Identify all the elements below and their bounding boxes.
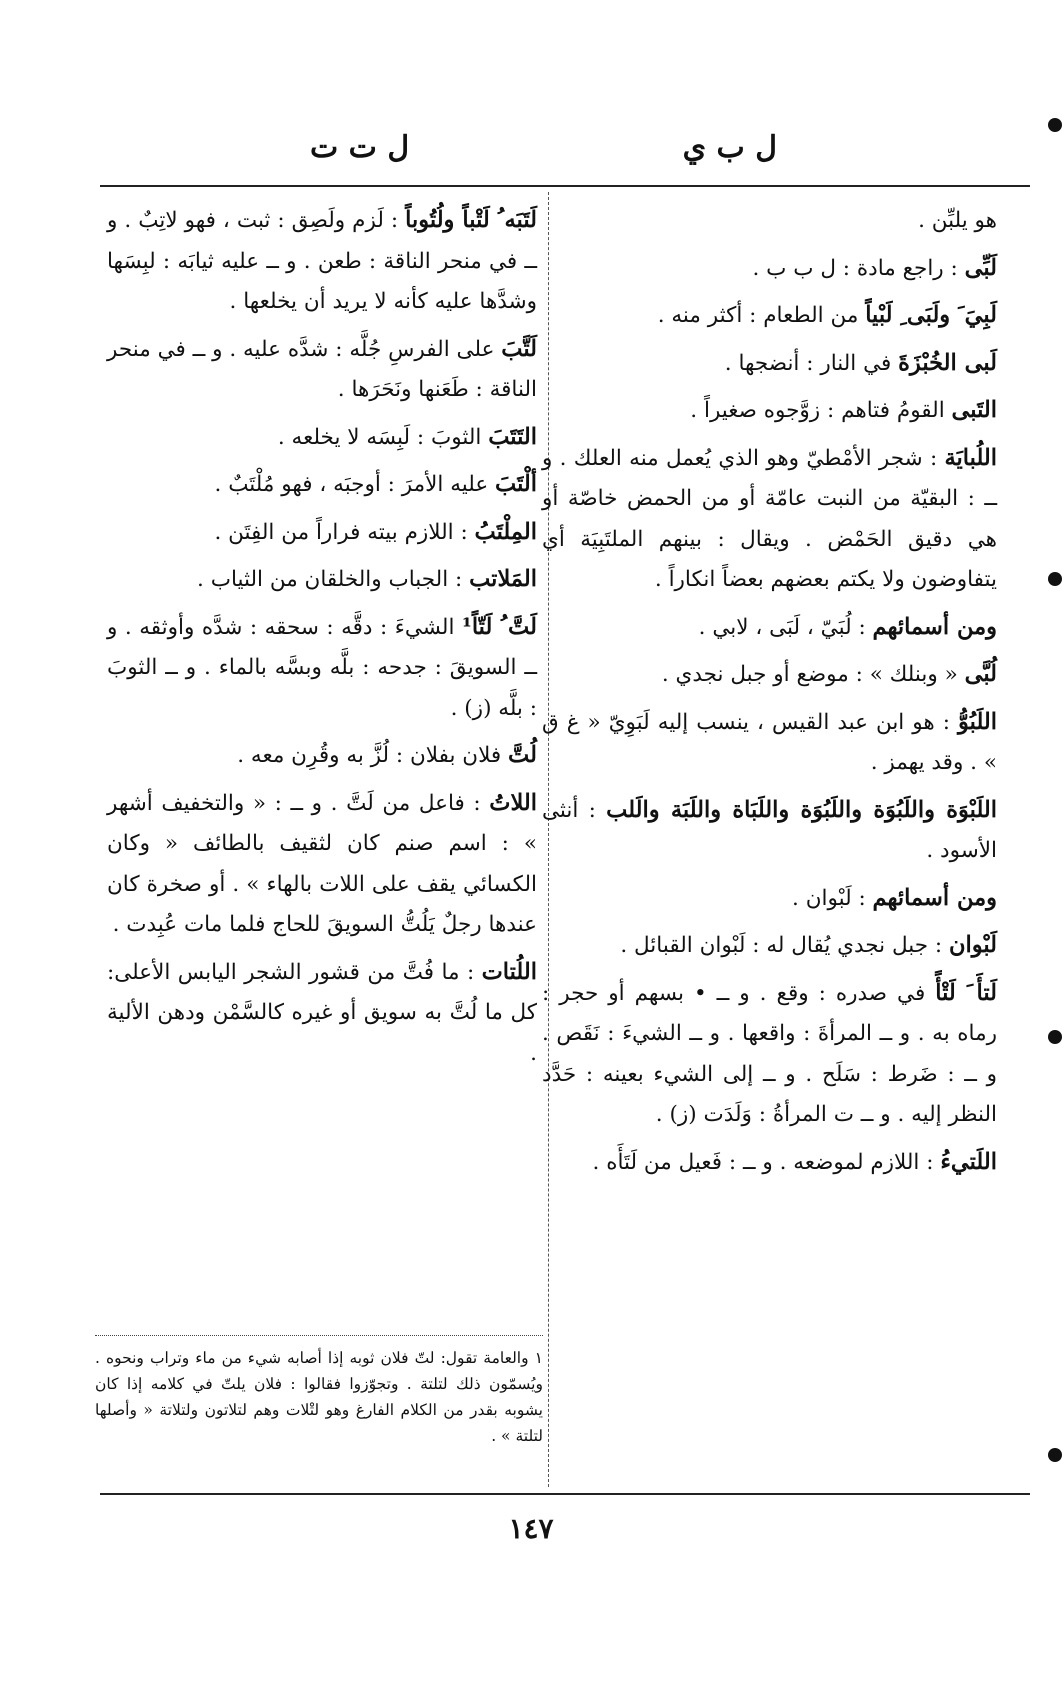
headword: اللَتيءُ (940, 1148, 997, 1175)
headword: المِلْتَبُ (474, 518, 537, 545)
page-number: ١٤٧ (508, 1512, 554, 1545)
definition: من الطعام : أكثر منه . (657, 303, 866, 328)
page-header-root-right: ل ب ي (682, 130, 777, 165)
definition: الثوبَ : لَبِسَه لا يخلعه . (277, 424, 489, 450)
headword: اللُتات (481, 958, 537, 985)
right-column (542, 200, 997, 1189)
page-header-root-left: ل ت ت (310, 130, 410, 165)
entry (107, 735, 537, 777)
entry (542, 200, 997, 242)
definition: : أنثى الأسود . (542, 797, 997, 863)
entry (107, 559, 537, 601)
entry (542, 390, 997, 432)
entry (107, 417, 537, 459)
entry (542, 973, 997, 1136)
entry (107, 200, 537, 323)
definition: : اللازم بيته فراراً من الفِتَن . (214, 519, 475, 545)
margin-mark (1048, 118, 1062, 132)
headword: التَبى (951, 397, 997, 423)
headword: لَبِّى (964, 254, 997, 281)
footer-rule (100, 1493, 1030, 1495)
entry (542, 925, 997, 967)
entry (107, 783, 537, 946)
headword: اللُبايَة (944, 444, 997, 471)
margin-mark (1048, 1030, 1062, 1044)
footnote-rule (95, 1335, 543, 1336)
headword: لَبِيَ َ ولَبَى ِ لَبْياً (865, 302, 997, 328)
entry (542, 607, 997, 649)
entry (542, 438, 997, 601)
entry (542, 1142, 997, 1184)
definition: : شجر الأمْطيّ وهو الذي يُعمل منه العلك . و ــ : البقيّة من النبت عامّة أو من الحمض خاصّة أو هي دقيق الحَمْض . ويقال : بينهم الملتَبِيَة أي يتفاوضون ولا يكتم بعضهم بعضاً انكاراً . (542, 445, 997, 592)
margin-mark (1048, 1448, 1062, 1462)
headword: لُبَّى (964, 661, 997, 687)
headword: لَتَبَه ُ لَتْباً ولُتُوباً (405, 207, 537, 233)
headword: ألْتَبَ (495, 471, 537, 497)
entry (107, 464, 537, 506)
headword: اللَبُوُّ (958, 708, 997, 735)
definition: : اللازم لموضعه . و ــ : فَعيل من لَتَأَه . (592, 1149, 941, 1175)
definition: عليه الأمرَ : أوجبَه ، فهو مُلْتَبٌ . (214, 472, 495, 497)
definition: في صدره : وقع . و ــ • بسهم أو حجر : رماه به . و ــ المرأةَ : واقعها . و ــ الشيءَ : نَقَص . و ــ : ضَرط : سَلَح . و ــ إلى الشيء بعينه : حَدَّد النظر إليه . و ــ ت المرأةُ : وَلَدَت (ز) . (542, 980, 997, 1127)
entry (542, 248, 997, 290)
headword: لَبى الخُبْزَةَ (898, 349, 997, 376)
entry (107, 952, 537, 1075)
headword: ومن أسمائهم (872, 613, 997, 640)
headword: اللَبْوَة واللَبُوَة واللَبُوَة واللَبَاة واللَبَة والَلب (606, 796, 997, 823)
definition: في النار : أنضجها . (724, 350, 899, 376)
definition: : ما فُتَّ من قشور الشجر اليابس الأعلى: كل ما لُتَّ به سويق أو غيره كالسَّمْن ودهن الألية . (107, 959, 537, 1066)
entry (107, 512, 537, 554)
definition: القومُ فتاهم : زوَّجوه صغيراً . (690, 398, 952, 423)
definition: : هو ابن عبد القيس ، ينسب إليه لَبَوِيّ « غ ق » . وقد يهمز . (542, 709, 997, 775)
headword: لَتأَ َ لَتْأً (935, 979, 997, 1006)
entry (542, 878, 997, 920)
definition: : فاعل من لَتَّ . و ــ : « والتخفيف أشهر » : اسم صنم كان لثقيف بالطائف « وكان الكسائي يقف على اللات بالهاء » . أو صخرة كان عندها رجلٌ يَلُتُّ السويقَ للحاج فلما مات عُبِدت . (107, 790, 537, 937)
headword: لُتَّ (508, 742, 537, 768)
headword: ومن أسمائهم (872, 884, 997, 911)
entry (542, 702, 997, 784)
definition: : الجباب والخلقان من الثياب . (197, 567, 470, 592)
definition: : جبل نجدي يُقال له : لَبْوان القبائل . (620, 933, 949, 958)
definition: على الفرسِ جُلَّه : شدَّه عليه . و ــ في منحر الناقة : طَعَنها ونَحَرَها . (107, 336, 537, 402)
header-rule (100, 185, 1030, 187)
headword: التَتَبَ (488, 423, 537, 450)
headword: لَتَّ ُ لَتّاً¹ (461, 613, 537, 640)
headword: لَبْوان (948, 932, 997, 958)
definition: : راجع مادة : ل ب ب . (752, 255, 965, 281)
headword: اللاتُ (489, 789, 537, 816)
footnote: ١ والعامة تقول: لتّ فلان ثوبه إذا أصابه شيء من ماء وتراب ونحوه . ويُسمّون ذلك لتلتة . وتجوّزوا فقالوا : فلان يلتّ في كلامه إذا كان يشوبه بقدر من الكلام الفارغ وهو لتْلات وهم لتلاتون ولتلاتة « وأصلها لتلتة » . (95, 1349, 543, 1445)
entry (107, 329, 537, 411)
entry (542, 343, 997, 385)
entry (542, 654, 997, 696)
entry (542, 790, 997, 872)
definition: : لَبْوان . (792, 885, 873, 911)
definition: فلان بفلان : لُزَّ به وقُرِن معه . (237, 743, 509, 768)
left-column (107, 200, 537, 1080)
headword: لَتَّبَ (501, 335, 537, 362)
headword: المَلاتب (469, 566, 537, 592)
definition: هو يلبِّن . (918, 208, 997, 233)
definition: « وبنلك » : موضع أو جبل نجدي . (661, 662, 965, 687)
margin-mark (1048, 572, 1062, 586)
entry (107, 607, 537, 730)
definition: الشيءَ : دقَّه : سحقه : شدَّه وأوثقه . و ــ السويقَ : جدحه : بلَّه وبسَّه بالماء . و ــ الثوبَ : بلَّه (ز) . (107, 614, 537, 721)
entry (542, 295, 997, 337)
definition: : لَزم ولَصِق : ثبت ، فهو لاتِبٌ . و ــ في منحر الناقة : طعن . و ــ عليه ثيابَه : لبِسَها وشدَّها عليه كأنه لا يريد أن يخلعها . (107, 208, 537, 314)
definition: : لُبَيّ ، لَبَى ، لابي . (698, 614, 873, 640)
